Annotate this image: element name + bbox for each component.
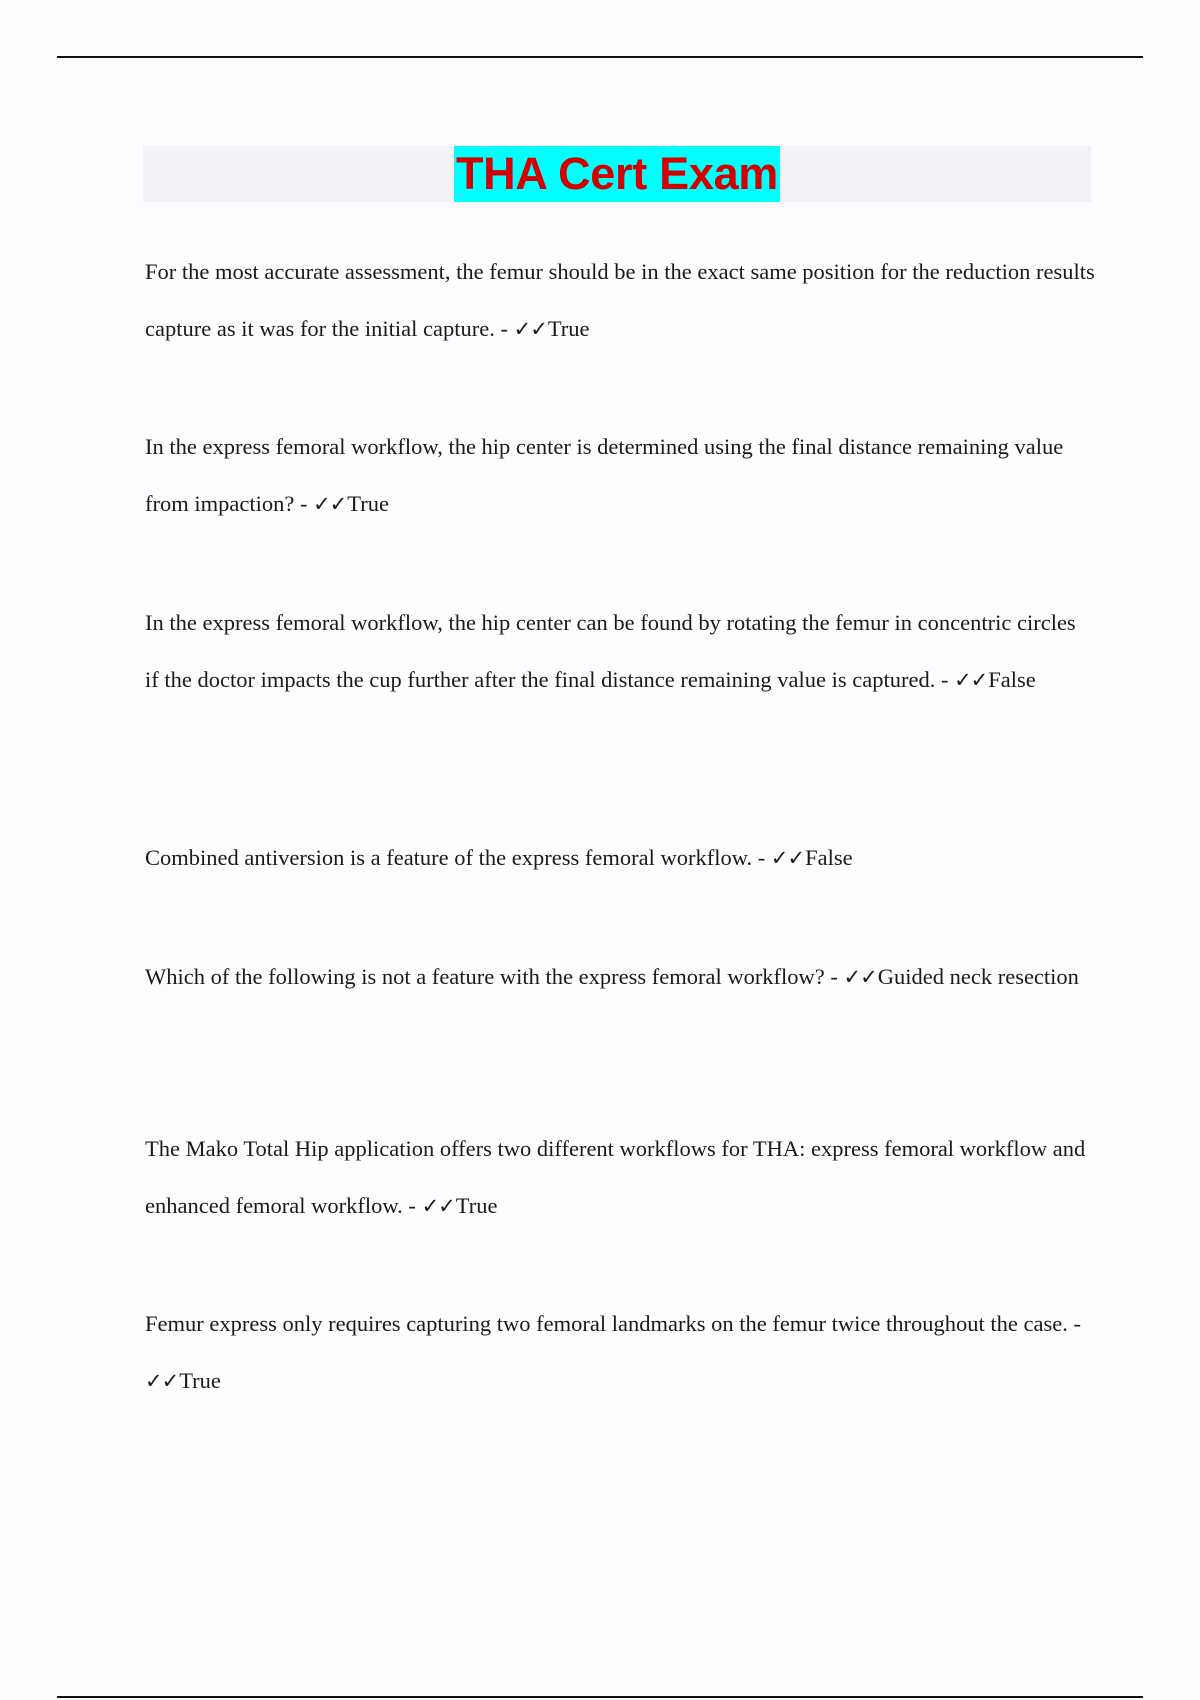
check-icon: ✓✓ xyxy=(145,1369,179,1393)
question-text: Combined antiversion is a feature of the express femoral workflow. - xyxy=(145,845,771,870)
qa-item xyxy=(145,418,1095,533)
check-icon: ✓✓ xyxy=(313,492,347,516)
qa-item xyxy=(145,948,1095,1006)
bottom-rule xyxy=(57,1696,1143,1698)
title-band xyxy=(143,146,1091,202)
question-text: Femur express only requires capturing two femoral landmarks on the femur twice throughout the case. - xyxy=(145,1311,1081,1336)
question-text: In the express femoral workflow, the hip center can be found by rotating the femur in concentric circles if the doctor impacts the cup further after the final distance remaining value is captured. - xyxy=(145,610,1076,692)
check-icon: ✓✓ xyxy=(421,1194,455,1218)
question-text: The Mako Total Hip application offers two different workflows for THA: express femoral workflow and enhanced femoral workflow. - xyxy=(145,1136,1086,1218)
check-icon: ✓✓ xyxy=(513,317,547,341)
answer-text: True xyxy=(179,1368,221,1393)
document-title: THA Cert Exam xyxy=(454,146,780,202)
answer-text: False xyxy=(805,845,853,870)
qa-item xyxy=(145,1120,1095,1235)
answer-text: True xyxy=(347,491,389,516)
question-text: Which of the following is not a feature with the express femoral workflow? - xyxy=(145,964,844,989)
question-text: For the most accurate assessment, the femur should be in the exact same position for the reduction results capture as it was for the initial capture. - xyxy=(145,259,1095,341)
check-icon: ✓✓ xyxy=(770,846,805,870)
top-rule xyxy=(57,56,1143,58)
answer-text: True xyxy=(455,1193,498,1218)
answer-text: True xyxy=(547,316,590,341)
check-icon: ✓✓ xyxy=(954,668,988,692)
answer-text: False xyxy=(988,667,1036,692)
qa-item xyxy=(145,243,1095,358)
qa-item xyxy=(145,594,1095,709)
qa-item xyxy=(145,829,1095,887)
question-text: In the express femoral workflow, the hip center is determined using the final distance remaining value from impaction? - xyxy=(145,434,1064,516)
answer-text: Guided neck resection xyxy=(877,964,1079,989)
check-icon: ✓✓ xyxy=(843,965,877,989)
qa-item xyxy=(145,1295,1095,1410)
